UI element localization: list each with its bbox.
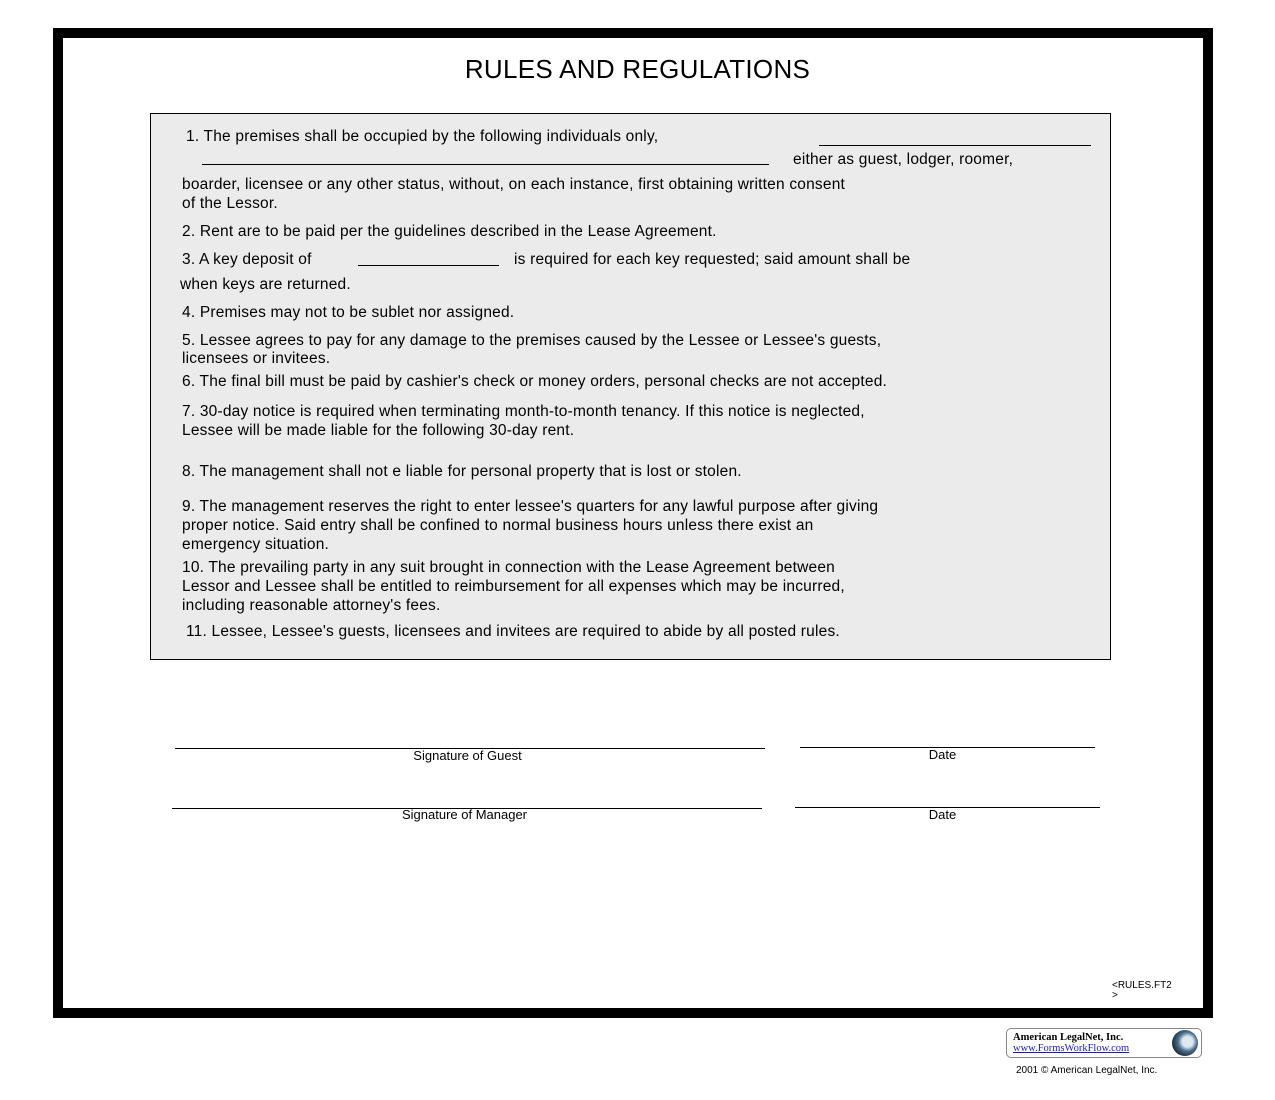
logo-name: American LegalNet, Inc. (1013, 1032, 1124, 1043)
rule-7: 7. 30-day notice is required when terminating month-to-month tenancy. If this notice is neglected, (182, 403, 865, 420)
copyright: 2001 © American LegalNet, Inc. (1016, 1065, 1158, 1076)
rule-10-cont: including reasonable attorney's fees. (182, 597, 441, 614)
guest-date-label: Date (928, 747, 957, 762)
rule-10-cont: Lessor and Lessee shall be entitled to reimbursement for all expenses which may be incurred, (182, 578, 845, 595)
form-code-line: <RULES.FT2 (1112, 980, 1172, 991)
rule-6: 6. The final bill must be paid by cashier's check or money orders, personal checks are not accepted. (182, 373, 888, 390)
rule-7-cont: Lessee will be made liable for the following 30-day rent. (182, 422, 575, 439)
rule-text: boarder, licensee or any other status, without, on each instance, first obtaining written consent (182, 176, 846, 193)
occupants-blank-2[interactable] (202, 164, 769, 165)
rule-5: 5. Lessee agrees to pay for any damage to the premises caused by the Lessee or Lessee's guests, (182, 332, 882, 349)
page-title: RULES AND REGULATIONS (464, 54, 811, 84)
rule-text: 3. A key deposit of (182, 251, 312, 268)
rule-9: 9. The management reserves the right to enter lessee's quarters for any lawful purpose after giving (182, 498, 879, 515)
manager-date-label: Date (928, 807, 957, 822)
rule-text: when keys are returned. (180, 276, 351, 293)
rule-10: 10. The prevailing party in any suit brought in connection with the Lease Agreement between (182, 559, 835, 576)
rule-text: is required for each key requested; said amount shall be (514, 251, 911, 268)
rule-text: 1. The premises shall be occupied by the following individuals only, (186, 128, 659, 145)
logo-url-link[interactable]: www.FormsWorkFlow.com (1013, 1043, 1130, 1054)
rule-2: 2. Rent are to be paid per the guidelines described in the Lease Agreement. (182, 223, 717, 240)
rule-9-cont: proper notice. Said entry shall be confined to normal business hours unless there exist an (182, 517, 814, 534)
american-legalnet-logo (1006, 1028, 1202, 1058)
form-code-line: > (1112, 990, 1118, 1001)
guest-signature-label: Signature of Guest (413, 748, 522, 763)
globe-icon (1172, 1030, 1198, 1056)
rule-8: 8. The management shall not e liable for personal property that is lost or stolen. (182, 463, 742, 480)
key-deposit-blank[interactable] (358, 265, 499, 266)
rule-4: 4. Premises may not to be sublet nor assigned. (182, 304, 515, 321)
occupants-blank[interactable] (819, 145, 1091, 146)
form-code (1112, 981, 1172, 1001)
rule-text: of the Lessor. (182, 195, 278, 212)
manager-signature-label: Signature of Manager (401, 807, 528, 822)
rule-5-cont: licensees or invitees. (182, 350, 331, 367)
rule-11: 11. Lessee, Lessee's guests, licensees and invitees are required to abide by all posted rules. (186, 623, 840, 640)
rule-9-cont: emergency situation. (182, 536, 330, 553)
rule-text: either as guest, lodger, roomer, (793, 151, 1014, 168)
